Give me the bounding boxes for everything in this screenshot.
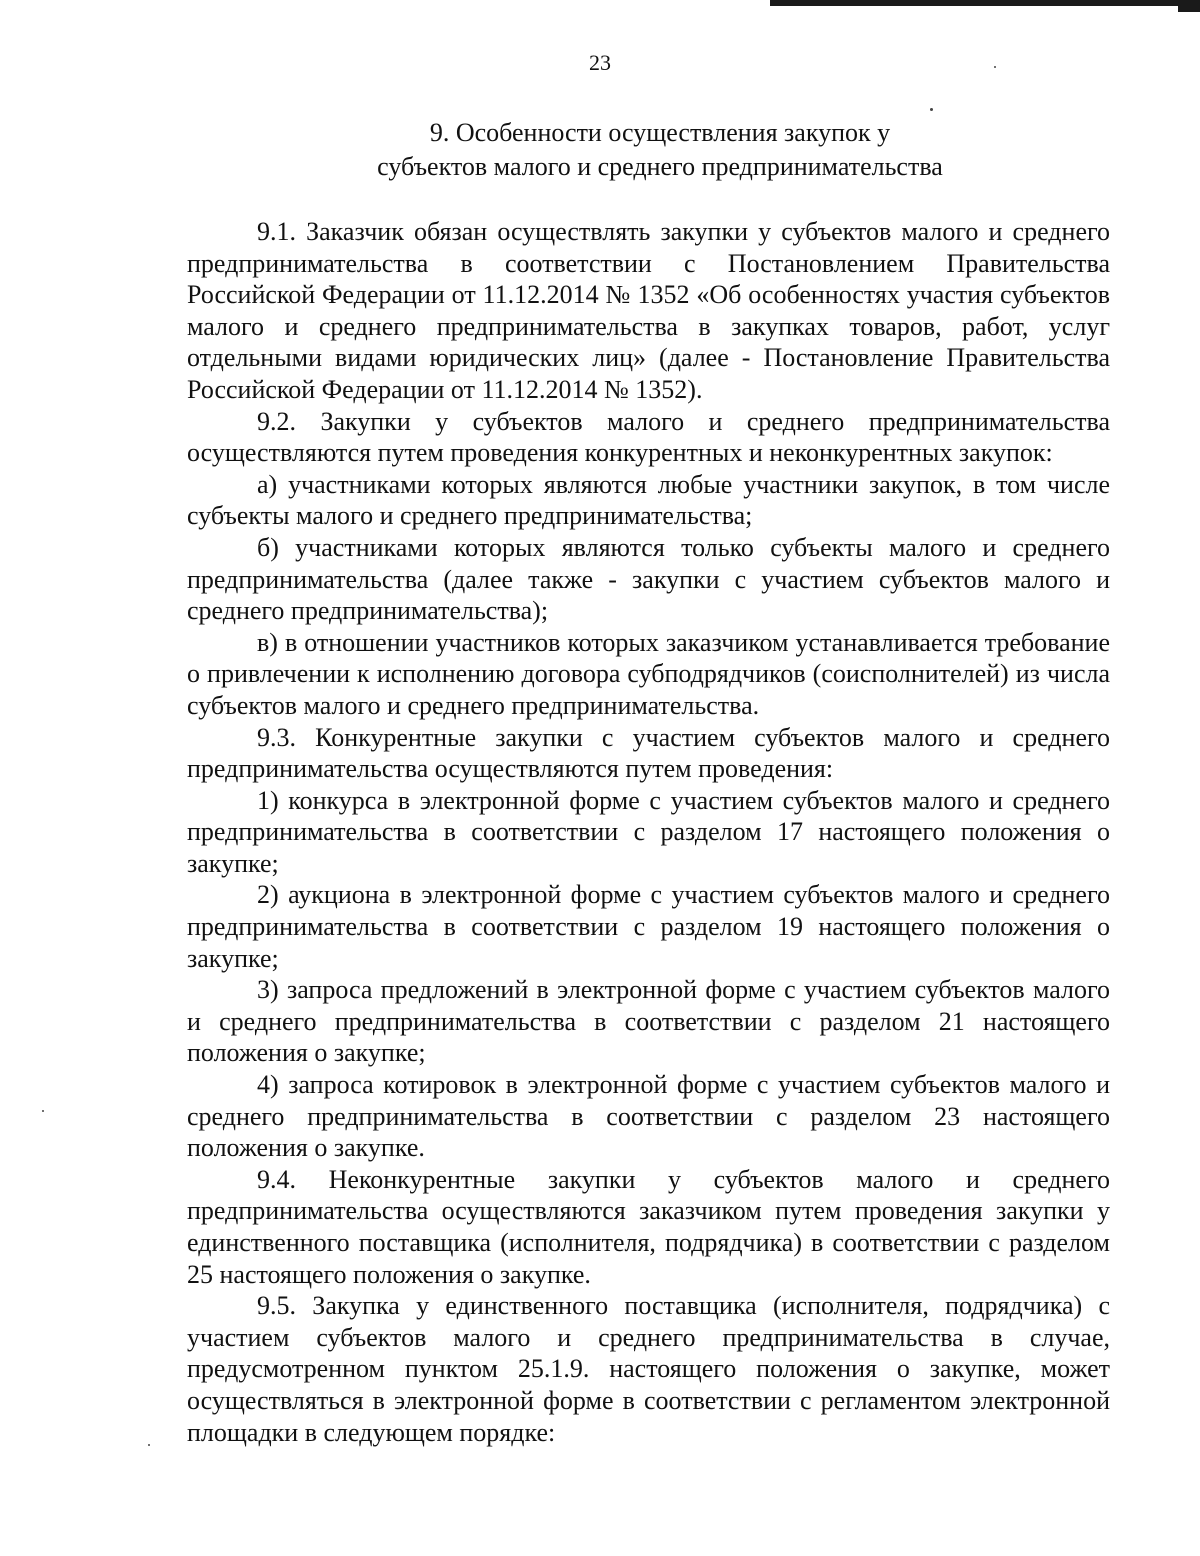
page-number: 23 xyxy=(589,50,611,75)
section-title-line-1: 9. Особенности осуществления закупок у xyxy=(429,118,891,147)
scan-speck xyxy=(42,1110,44,1112)
paragraph-9-5: 9.5. Закупка у единственного поставщика (исполнителя, подрядчика) с участием субъектов малого и среднего предпринимательства в случае, предусмотренном пунктом 25.1.9. настоящего положения о закупке, может осуществляться в электронной форме в соответствии с регламентом электронной площадки в следующем порядке: xyxy=(187,1291,1110,1447)
list-item-a: а) участниками которых являются любые участники закупок, в том числе субъекты малого и среднего предпринимательства; xyxy=(187,469,1110,531)
paragraph-9-2: 9.2. Закупки у субъектов малого и среднего предпринимательства осуществляются путем проведения конкурентных и неконкурентных закупок: xyxy=(187,406,1110,468)
paragraph-9-3: 9.3. Конкурентные закупки с участием субъектов малого и среднего предпринимательства осуществляются путем проведения: xyxy=(187,722,1110,784)
scan-edge-mark xyxy=(770,0,1200,6)
list-item-2: 2) аукциона в электронной форме с участием субъектов малого и среднего предпринимательства в соответствии с разделом 19 настоящего положения о закупке; xyxy=(187,880,1110,973)
list-item-4: 4) запроса котировок в электронной форме с участием субъектов малого и среднего предпринимательства в соответствии с разделом 23 настоящего положения о закупке. xyxy=(187,1070,1110,1163)
scan-speck xyxy=(148,1444,150,1446)
document-body xyxy=(187,216,1110,1448)
list-item-v: в) в отношении участников которых заказчиком устанавливается требование о привлечении к исполнению договора субподрядчиков (соисполнителей) из числа субъектов малого и среднего предпринимательства. xyxy=(187,627,1110,720)
list-item-b: б) участниками которых являются только субъекты малого и среднего предпринимательства (далее также - закупки с участием субъектов малого и среднего предпринимательства); xyxy=(187,532,1110,626)
paragraph-9-1: 9.1. Заказчик обязан осуществлять закупки у субъектов малого и среднего предпринимательства в соответствии с Постановлением Правительства Российской Федерации от 11.12.2014 № 1352 «Об особенностях участия субъектов малого и среднего предпринимательства в закупках товаров, работ, услуг отдельными видами юридических лиц» (далее - Постановление Правительства Российской Федерации от 11.12.2014 № 1352). xyxy=(187,217,1110,404)
list-item-1: 1) конкурса в электронной форме с участием субъектов малого и среднего предпринимательства в соответствии с разделом 17 настоящего положения о закупке; xyxy=(187,785,1110,878)
list-item-3: 3) запроса предложений в электронной форме с участием субъектов малого и среднего предпринимательства в соответствии с разделом 21 настоящего положения о закупке; xyxy=(187,975,1110,1068)
scan-corner-mark xyxy=(1178,0,1200,12)
section-heading xyxy=(300,116,1020,184)
scan-speck xyxy=(930,108,933,111)
paragraph-9-4: 9.4. Неконкурентные закупки у субъектов малого и среднего предпринимательства осуществляются заказчиком путем проведения закупки у единственного поставщика (исполнителя, подрядчика) в соответствии с разделом 25 настоящего положения о закупке. xyxy=(187,1164,1110,1289)
section-title-line-2: субъектов малого и среднего предпринимательства xyxy=(377,152,943,181)
